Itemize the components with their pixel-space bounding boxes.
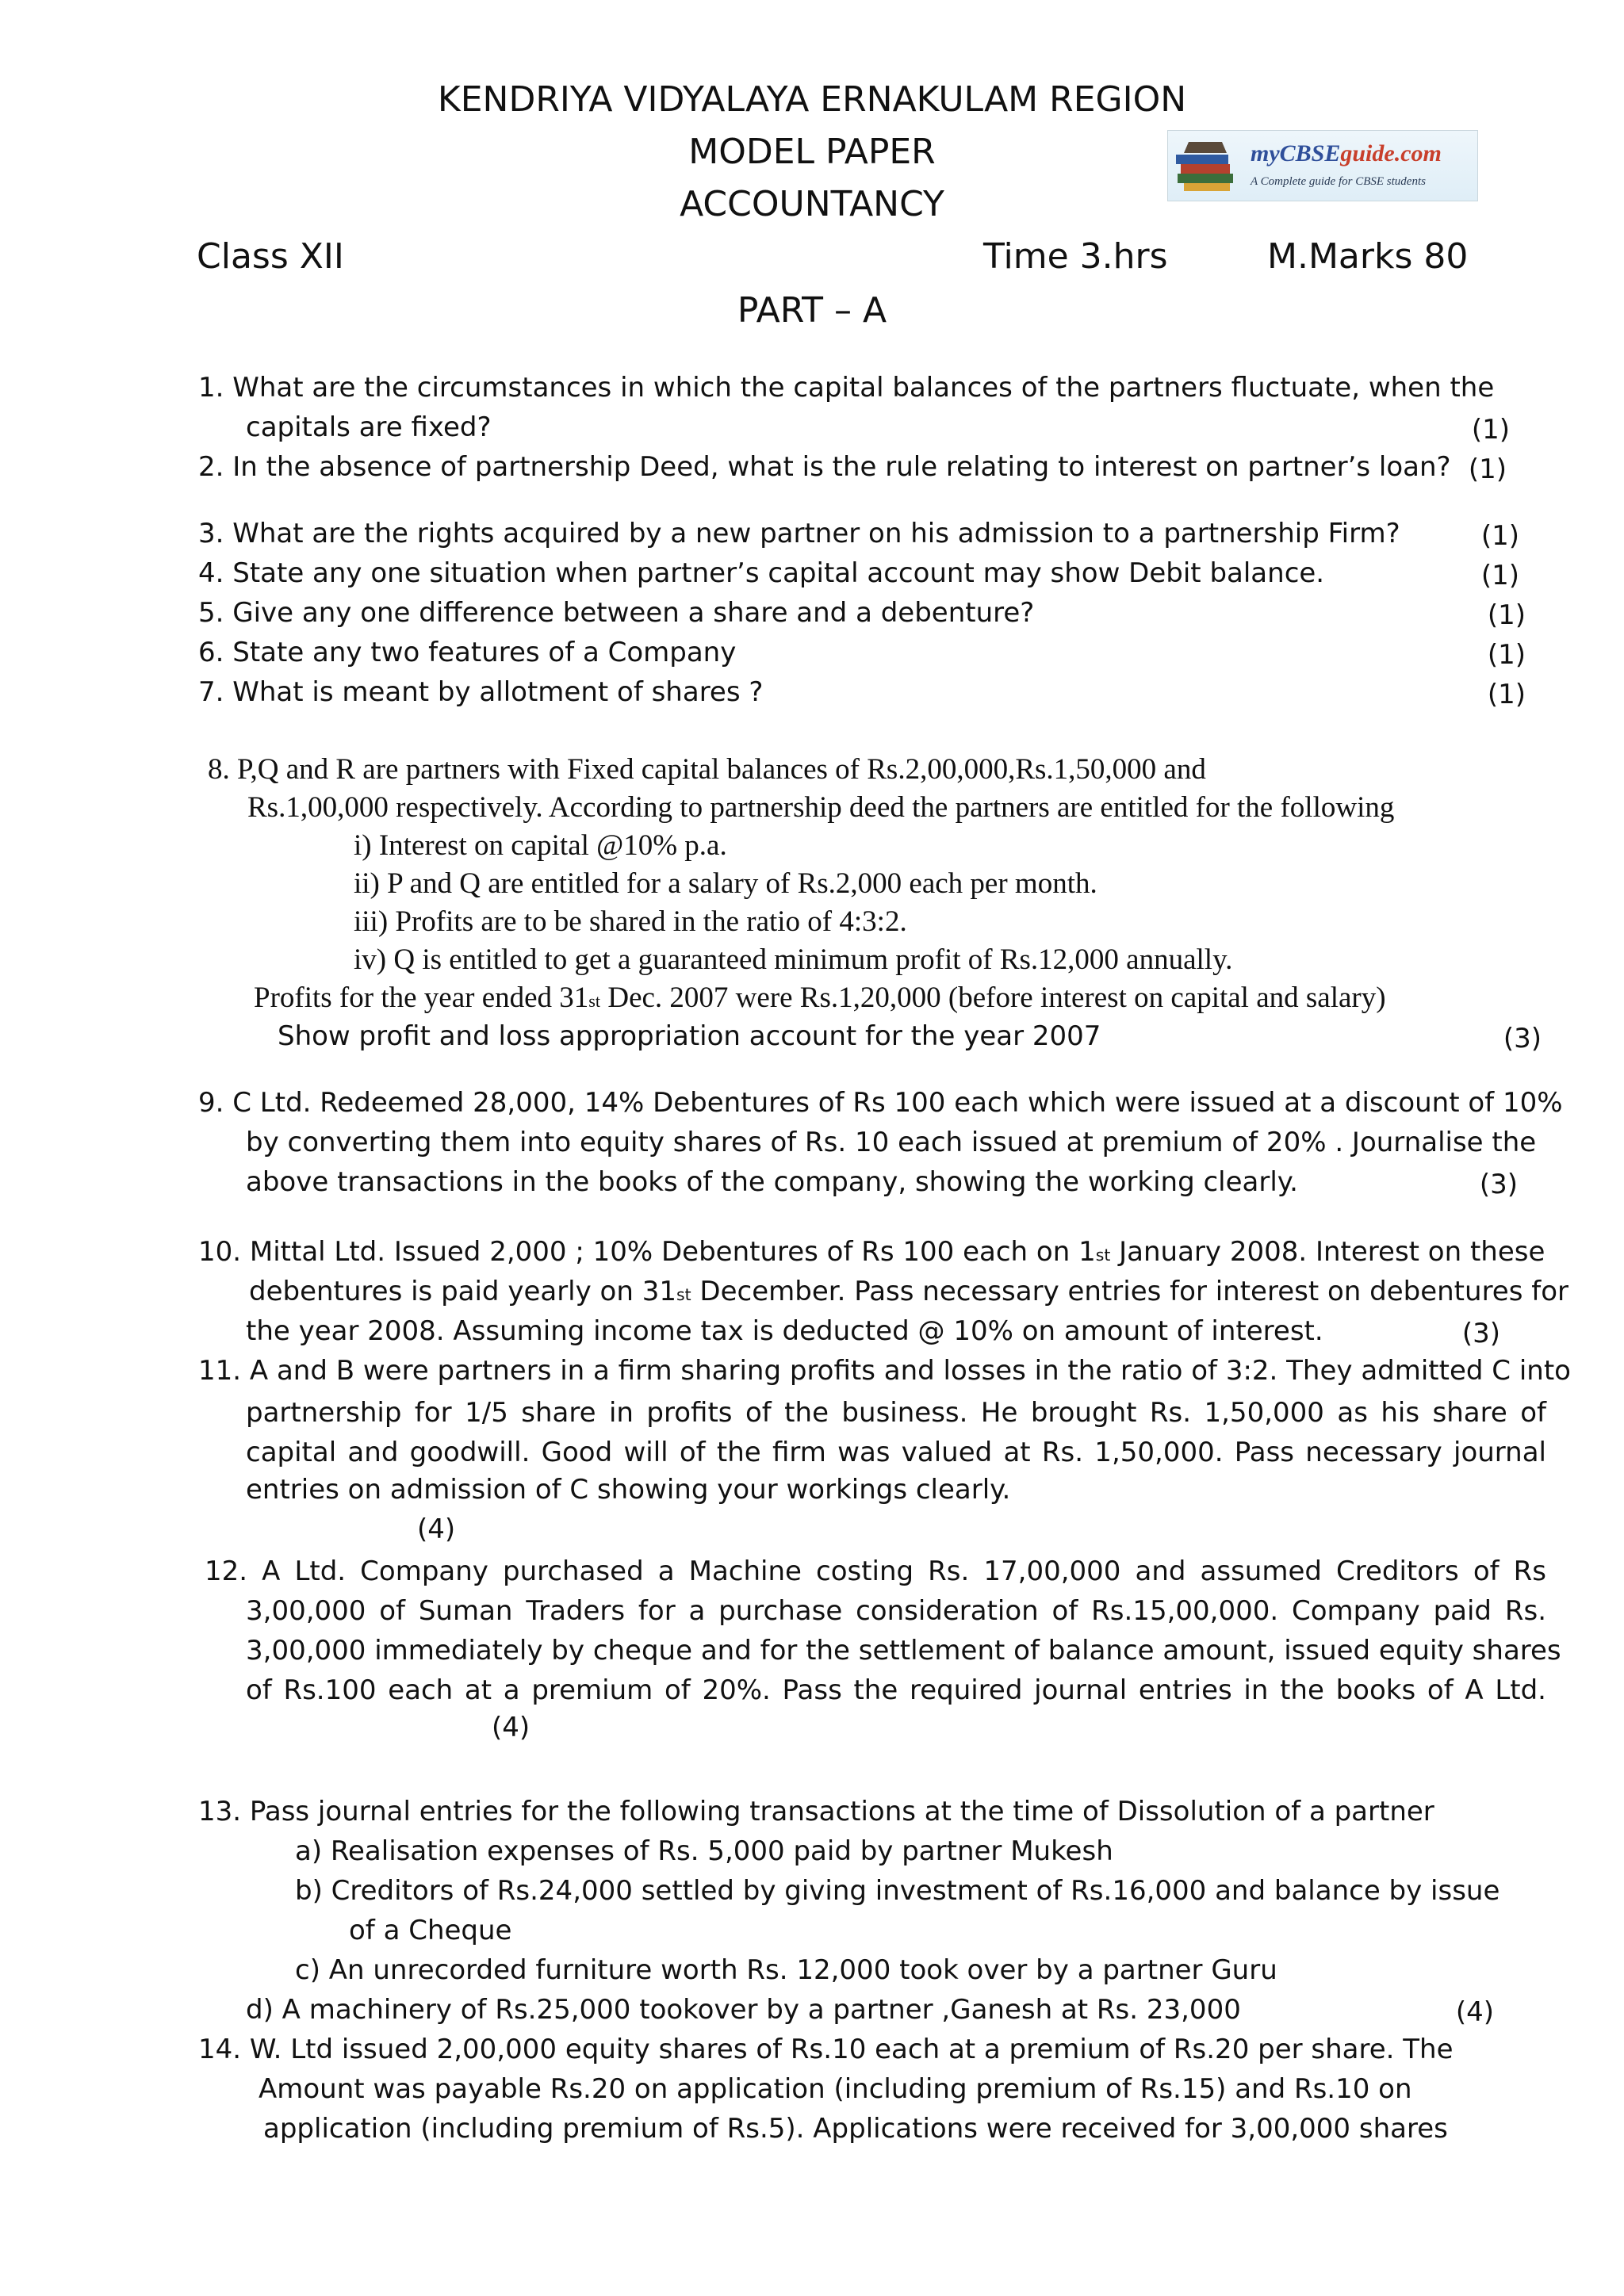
question-13-item-a: a) Realisation expenses of Rs. 5,000 paid by partner Mukesh — [295, 1835, 1113, 1867]
header-model-paper: MODEL PAPER — [688, 132, 936, 172]
question-6: 6. State any two features of a Company — [198, 637, 737, 668]
question-12-line-4: of Rs.100 each at a premium of 20%. Pass the required journal entries in the books of A Ltd. — [246, 1674, 1546, 1706]
question-1-line-2: capitals are fixed? — [246, 411, 492, 443]
question-7: 7. What is meant by allotment of shares ? — [198, 676, 764, 708]
header-region: KENDRIYA VIDYALAYA ERNAKULAM REGION — [437, 79, 1187, 120]
question-8-marks: (3) — [1503, 1023, 1542, 1054]
question-8-item-iv: iv) Q is entitled to get a guaranteed minimum profit of Rs.12,000 annually. — [354, 943, 1233, 976]
question-5: 5. Give any one difference between a share and a debenture? — [198, 597, 1035, 629]
class-label: Class XII — [197, 236, 344, 277]
time-label: Time 3.hrs — [983, 236, 1168, 277]
question-3-marks: (1) — [1480, 520, 1519, 552]
question-8-line-2: Rs.1,00,000 respectively. According to partnership deed the partners are entitled for the following — [247, 791, 1395, 824]
question-8-item-i: i) Interest on capital @10% p.a. — [354, 829, 727, 862]
question-11-marks: (4) — [417, 1513, 456, 1545]
question-9-line-2: by converting them into equity shares of Rs. 10 each issued at premium of 20% . Journalise the — [246, 1127, 1537, 1158]
question-11-line-4: entries on admission of C showing your workings clearly. — [246, 1474, 1011, 1506]
question-11-line-3: capital and goodwill. Good will of the firm was valued at Rs. 1,50,000. Pass necessary journal — [246, 1437, 1546, 1468]
question-2: 2. In the absence of partnership Deed, what is the rule relating to interest on partner’s loan? — [198, 451, 1451, 483]
question-11-line-1: 11. A and B were partners in a firm sharing profits and losses in the ratio of 3:2. They admitted C into — [198, 1355, 1571, 1387]
question-3: 3. What are the rights acquired by a new partner on his admission to a partnership Firm? — [198, 518, 1400, 549]
books-icon — [1174, 137, 1238, 194]
question-8-item-ii: ii) P and Q are entitled for a salary of Rs.2,000 each per month. — [354, 867, 1097, 900]
question-1-marks: (1) — [1471, 414, 1510, 446]
question-8-line-profits: Profits for the year ended 31st Dec. 2007 were Rs.1,20,000 (before interest on capital and salary) — [254, 982, 1386, 1014]
question-13-item-b-cont: of a Cheque — [349, 1915, 512, 1946]
question-4: 4. State any one situation when partner’s capital account may show Debit balance. — [198, 557, 1325, 589]
question-14-line-2: Amount was payable Rs.20 on application (including premium of Rs.15) and Rs.10 on — [259, 2073, 1412, 2105]
question-13: 13. Pass journal entries for the following transactions at the time of Dissolution of a partner — [198, 1796, 1434, 1827]
question-12-line-1: 12. A Ltd. Company purchased a Machine costing Rs. 17,00,000 and assumed Creditors of Rs — [205, 1556, 1546, 1587]
question-9-line-3: above transactions in the books of the company, showing the working clearly. — [246, 1166, 1298, 1198]
question-14-line-1: 14. W. Ltd issued 2,00,000 equity shares of Rs.10 each at a premium of Rs.20 per share. The — [198, 2034, 1454, 2065]
question-8-line-1: 8. P,Q and R are partners with Fixed capital balances of Rs.2,00,000,Rs.1,50,000 and — [208, 753, 1206, 786]
question-13-item-d: d) A machinery of Rs.25,000 tookover by a partner ,Ganesh at Rs. 23,000 — [246, 1994, 1241, 2026]
question-4-marks: (1) — [1480, 560, 1519, 591]
question-12-line-2: 3,00,000 of Suman Traders for a purchase consideration of Rs.15,00,000. Company paid Rs. — [246, 1595, 1546, 1627]
question-1-line-1: 1. What are the circumstances in which the capital balances of the partners fluctuate, when the — [198, 372, 1495, 404]
question-11-line-2: partnership for 1/5 share in profits of the business. He brought Rs. 1,50,000 as his share of — [246, 1397, 1546, 1429]
question-8-item-iii: iii) Profits are to be shared in the ratio of 4:3:2. — [354, 905, 907, 938]
question-6-marks: (1) — [1487, 639, 1526, 671]
question-5-marks: (1) — [1487, 599, 1526, 631]
logo-tagline: A Complete guide for CBSE students — [1251, 175, 1426, 188]
question-13-item-b: b) Creditors of Rs.24,000 settled by giving investment of Rs.16,000 and balance by issue — [295, 1875, 1500, 1907]
question-12-marks: (4) — [492, 1712, 530, 1743]
question-13-marks: (4) — [1455, 1996, 1494, 2028]
question-10-marks: (3) — [1461, 1318, 1500, 1349]
question-8-instruction: Show profit and loss appropriation account for the year 2007 — [278, 1020, 1101, 1052]
question-10-line-1: 10. Mittal Ltd. Issued 2,000 ; 10% Debentures of Rs 100 each on 1st January 2008. Interest on these — [198, 1236, 1545, 1268]
question-14-line-3: application (including premium of Rs.5). Applications were received for 3,00,000 shares — [263, 2113, 1448, 2145]
part-heading: PART – A — [737, 290, 887, 331]
question-9-line-1: 9. C Ltd. Redeemed 28,000, 14% Debentures of Rs 100 each which were issued at a discount of 10% — [198, 1087, 1563, 1119]
question-13-item-c: c) An unrecorded furniture worth Rs. 12,000 took over by a partner Guru — [295, 1954, 1277, 1986]
max-marks-label: M.Marks 80 — [1267, 236, 1469, 277]
question-10-line-3: the year 2008. Assuming income tax is deducted @ 10% on amount of interest. — [246, 1315, 1323, 1347]
question-9-marks: (3) — [1479, 1169, 1518, 1200]
question-2-marks: (1) — [1468, 453, 1507, 485]
mycbseguide-logo — [1167, 130, 1478, 201]
question-12-line-3: 3,00,000 immediately by cheque and for the settlement of balance amount, issued equity shares — [246, 1635, 1561, 1667]
header-subject: ACCOUNTANCY — [680, 184, 944, 224]
question-10-line-2: debentures is paid yearly on 31st December. Pass necessary entries for interest on debentures for — [249, 1276, 1568, 1307]
question-7-marks: (1) — [1487, 679, 1526, 710]
logo-name: myCBSEguide.com — [1251, 140, 1442, 166]
